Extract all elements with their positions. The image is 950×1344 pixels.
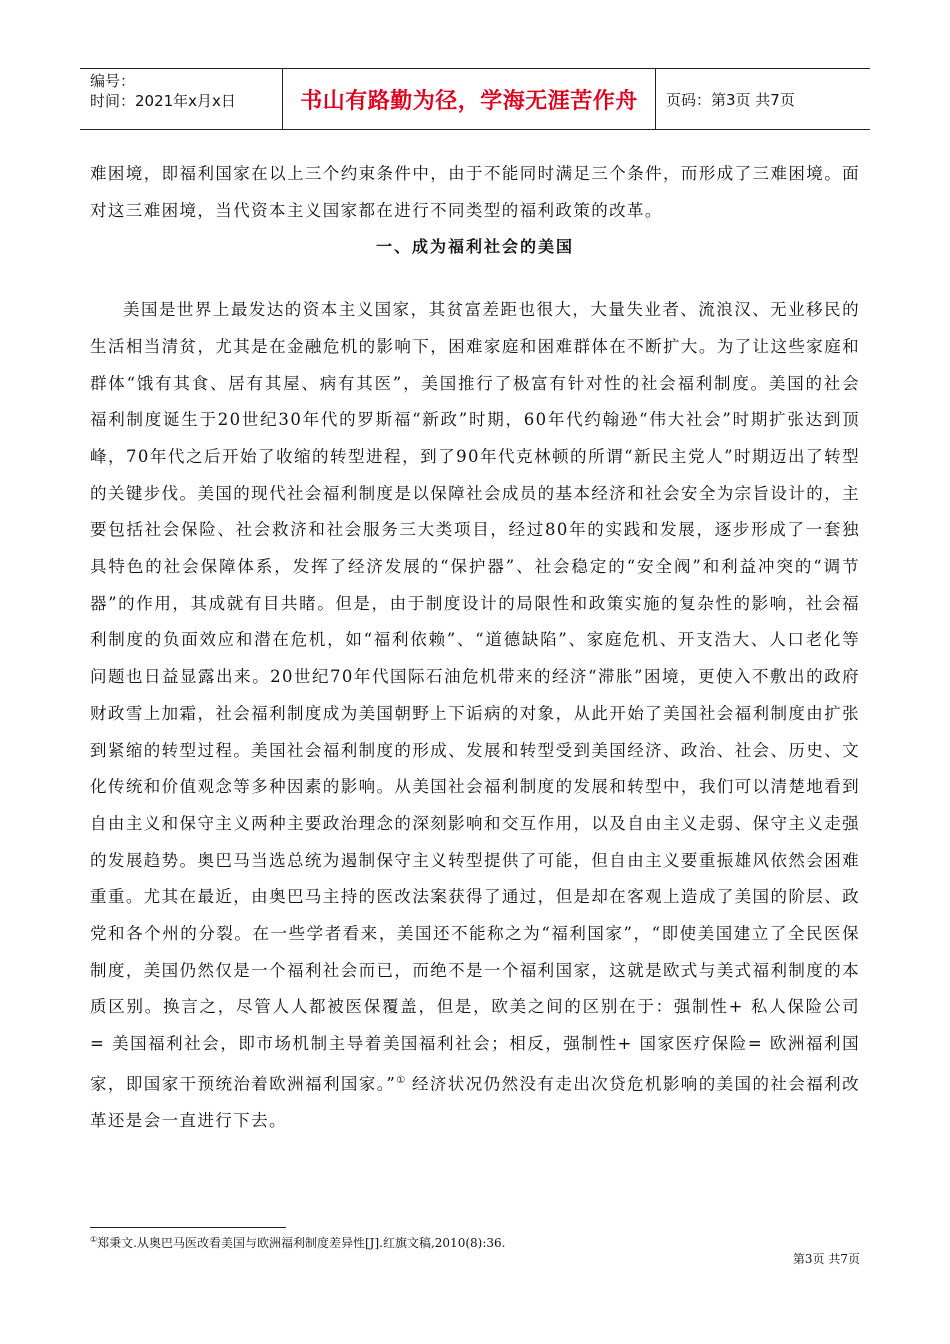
continuation-paragraph: 难困境，即福利国家在以上三个约束条件中，由于不能同时满足三个条件，而形成了三难困境。面对这三难困境，当代资本主义国家都在进行不同类型的福利政策的改革。: [90, 164, 860, 220]
main-paragraph: [90, 292, 860, 1140]
footnote-marker: ①: [90, 1235, 98, 1244]
section-heading: 一、成为福利社会的美国: [375, 237, 574, 257]
page-header: [80, 68, 870, 130]
header-motto: 书山有路勤为径，学海无涯苦作舟: [300, 88, 638, 114]
paragraph-gap: [90, 266, 860, 292]
header-meta: [80, 69, 282, 129]
footnote: [90, 1232, 505, 1251]
header-page-cell: [656, 69, 870, 129]
footer-page-number: 第3页 共7页: [792, 1252, 860, 1266]
document-date: 时间：2021年x月x日: [90, 92, 236, 110]
page-footer: [793, 1250, 860, 1267]
document-body: [90, 156, 860, 1140]
main-paragraph-text: 美国是世界上最发达的资本主义国家，其贫富差距也很大，大量失业者、流浪汉、无业移民的生活相当清贫，尤其是在金融危机的影响下，困难家庭和困难群体在不断扩大。为了让这些家庭和群体“饿有其食、居有其屋、病有其医”，美国推行了极富有针对性的社会福利制度。美国的社会福利制度诞生于20世纪30年代的罗斯福“新政”时期，60年代约翰逊“伟大社会”时期扩张达到顶峰，70年代之后开始了收缩的转型进程，到了90年代克林顿的所谓“新民主党人”时期迈出了转型的关键步伐。美国的现代社会福利制度是以保障社会成员的基本经济和社会安全为宗旨设计的，主要包括社会保险、社会救济和社会服务三大类项目，经过80年的实践和发展，逐步形成了一套独具特色的社会保障体系，发挥了经济发展的“保护器”、社会稳定的“安全阀”和利益冲突的“调节器”的作用，其成就有目共睹。但是，由于制度设计的局限性和政策实施的复杂性的影响，社会福利制度的负面效应和潜在危机，如“福利依赖”、“道德缺陷”、家庭危机、开支浩大、人口老化等问题也日益显露出来。20世纪70年代国际石油危机带来的经济“滞胀”困境，更使入不敷出的政府财政雪上加霜，社会福利制度成为美国朝野上下诟病的对象，从此开始了美国社会福利制度由扩张到紧缩的转型过程。美国社会福利制度的形成、发展和转型受到美国经济、政治、社会、历史、文化传统和价值观念等多种因素的影响。从美国社会福利制度的发展和转型中，我们可以清楚地看到自由主义和保守主义两种主要政治理念的深刻影响和交互作用，以及自由主义走弱、保守主义走强的发展趋势。奥巴马当选总统为遏制保守主义转型提供了可能，但自由主义要重振雄风依然会困难重重。尤其在最近，由奥巴马主持的医改法案获得了通过，但是却在客观上造成了美国的阶层、政党和各个州的分裂。在一些学者看来，美国还不能称之为“福利国家”，“即使美国建立了全民医保制度，美国仍然仅是一个福利社会而已，而绝不是一个福利国家，这就是欧式与美式福利制度的本质区别。换言之，尽管人人都被医保覆盖，但是，欧美之间的区别在于：强制性+ 私人保险公司= 美国福利社会，即市场机制主导着美国福利社会；相反，强制性+ 国家医疗保险= 欧洲福利国家，即国家干预统治着欧洲福利国家。”: [90, 300, 860, 1094]
header-motto-cell: [282, 69, 656, 129]
header-page-number: 页码：第3页 共7页: [666, 90, 795, 109]
footnote-text: 郑秉文.从奥巴马医改看美国与欧洲福利制度差异性[J].红旗文稿,2010(8):36.: [97, 1236, 506, 1250]
closing-sentence: 经济状况仍然没有走出次贷危机影响的美国的社会福利改革还是会一直进行下去。: [90, 1074, 860, 1131]
footnote-separator: [90, 1227, 286, 1228]
document-number-label: 编号：: [90, 72, 136, 90]
footnote-reference[interactable]: ①: [396, 1074, 406, 1086]
